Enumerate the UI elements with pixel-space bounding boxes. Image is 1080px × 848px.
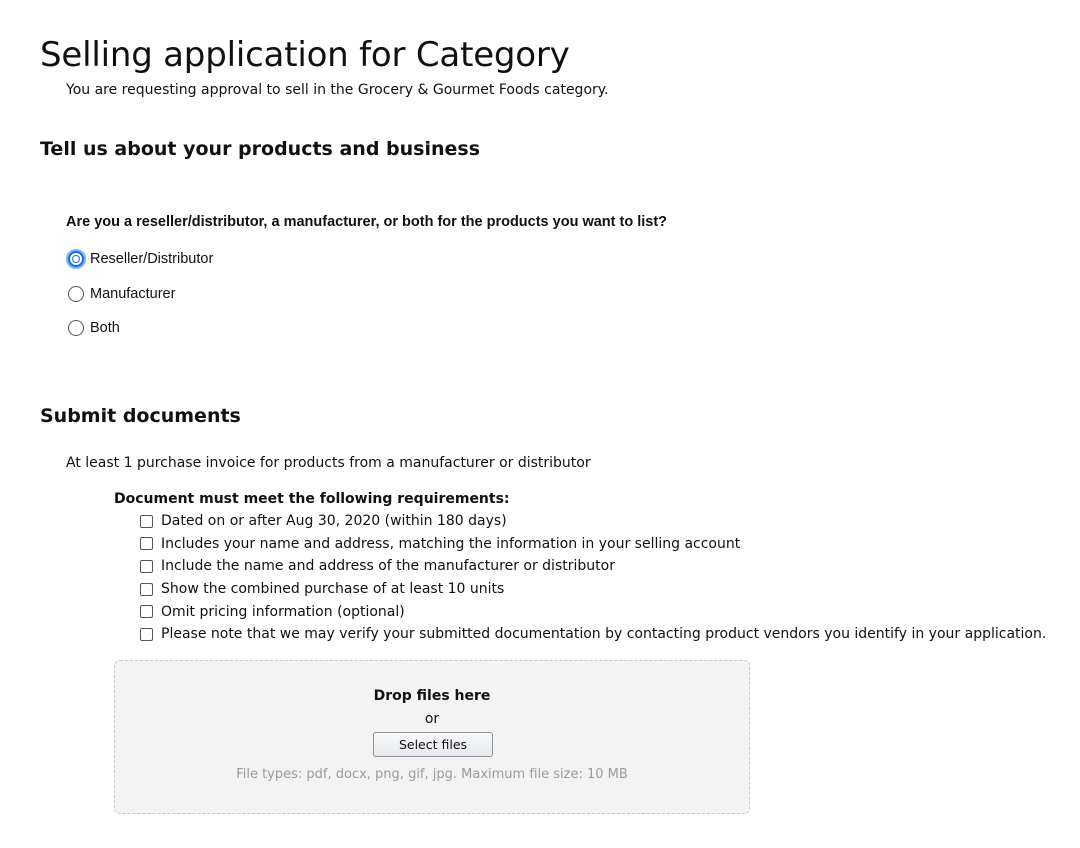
radio-button[interactable] [68,286,84,302]
radio-option-manufacturer[interactable] [68,286,175,302]
requirement-item[interactable] [140,510,1046,533]
documents-section-heading: Submit documents [40,405,241,427]
page-title: Selling application for Category [40,34,570,75]
requirement-label: Includes your name and address, matching the information in your selling account [161,535,741,552]
radio-label-manufacturer: Manufacturer [90,286,176,302]
requirement-label: Omit pricing information (optional) [161,603,405,620]
select-files-button[interactable]: Select files [373,732,493,757]
radio-button-selected[interactable] [68,251,84,267]
requirement-item[interactable] [140,533,1046,556]
requirement-item[interactable] [140,555,1046,578]
next-section-cutoff [66,826,71,842]
dropzone-title: Drop files here [373,688,491,704]
requirement-label: Please note that we may verify your submitted documentation by contacting product vendors you identify in your application. [161,626,1047,643]
file-dropzone[interactable] [114,660,750,814]
radio-label-reseller: Reseller/Distributor [90,251,214,267]
documents-intro-text: At least 1 purchase invoice for products from a manufacturer or distributor [66,455,591,471]
radio-label-both: Both [90,320,120,336]
requirement-item[interactable] [140,623,1046,646]
business-section-heading: Tell us about your products and business [40,138,481,160]
requirement-checkbox[interactable] [140,628,153,641]
dropzone-or-text: or [424,711,440,727]
requirement-checkbox[interactable] [140,537,153,550]
requirement-checkbox[interactable] [140,583,153,596]
radio-option-reseller[interactable] [68,251,213,267]
requirement-item[interactable] [140,600,1046,623]
requirement-label: Dated on or after Aug 30, 2020 (within 180 days) [161,513,507,530]
requirement-item[interactable] [140,578,1046,601]
file-types-hint: File types: pdf, docx, png, gif, jpg. Maximum file size: 10 MB [236,767,628,782]
requirements-title: Document must meet the following requirements: [114,491,510,507]
business-type-question: Are you a reseller/distributor, a manufacturer, or both for the products you want to list? [66,214,668,230]
requirement-checkbox[interactable] [140,605,153,618]
category-intro-text: You are requesting approval to sell in the Grocery & Gourmet Foods category. [66,82,609,98]
requirements-checklist [140,510,1046,646]
requirement-label: Include the name and address of the manufacturer or distributor [161,558,615,575]
radio-option-both[interactable] [68,320,120,336]
requirement-label: Show the combined purchase of at least 10 units [161,581,505,598]
requirement-checkbox[interactable] [140,560,153,573]
requirement-checkbox[interactable] [140,515,153,528]
radio-button[interactable] [68,320,84,336]
